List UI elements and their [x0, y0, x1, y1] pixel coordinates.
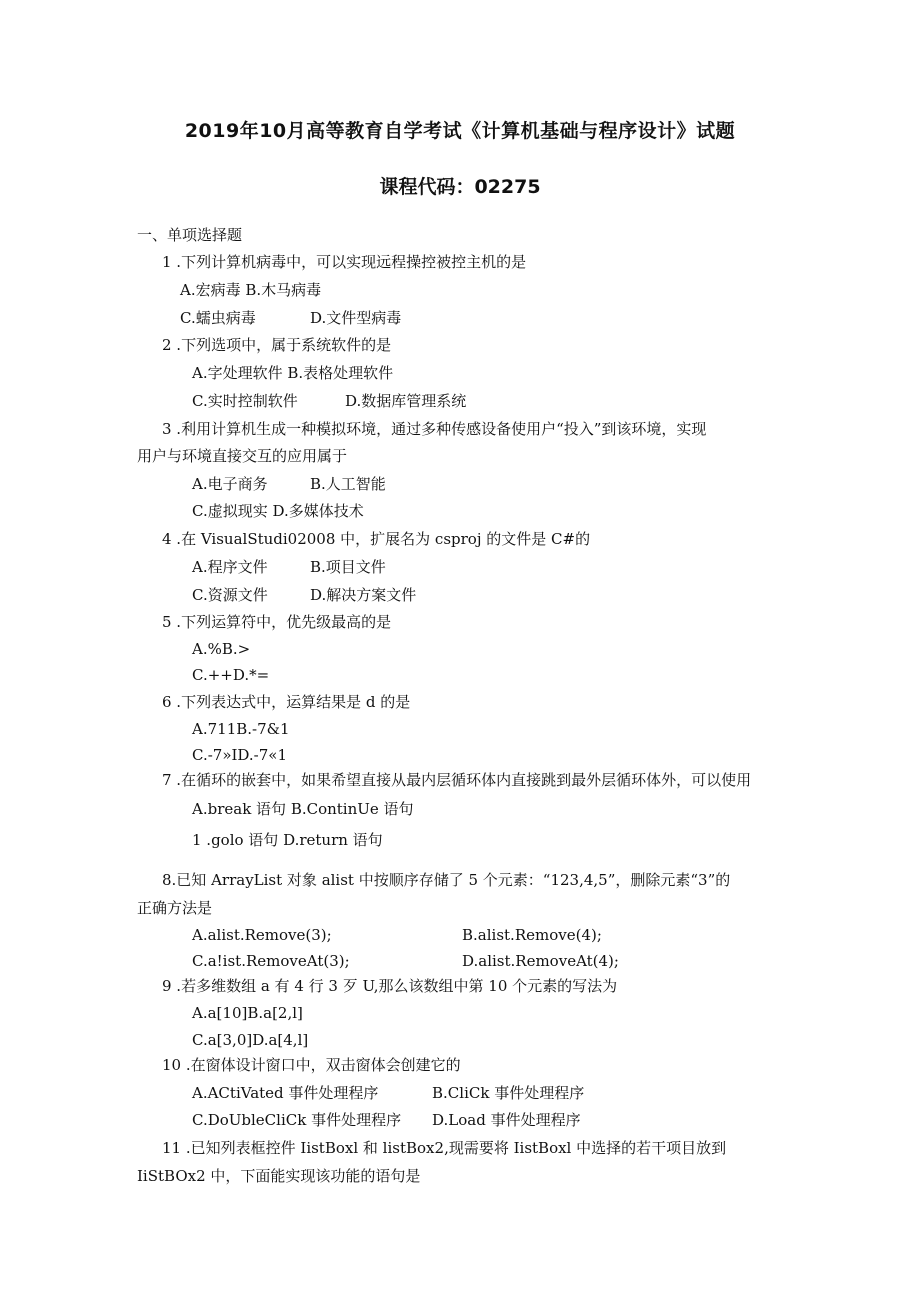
q4-option-d: D.解决方案文件 — [310, 586, 417, 604]
question-3-cont: 用户与环境直接交互的应用属于 — [137, 447, 348, 465]
q8-option-c: C.a!ist.RemoveAt(3); — [192, 952, 350, 970]
q2-option-d: D.数据库管理系统 — [345, 392, 467, 410]
question-4: 4 .在 VisualStudi02008 中，扩展名为 csproj 的文件是 C#的 — [162, 530, 591, 548]
q3-option-a: A.电子商务 — [192, 475, 268, 493]
q8-option-d: D.alist.RemoveAt(4); — [462, 952, 619, 970]
q2-option-c: C.实时控制软件 — [192, 392, 298, 410]
q9-options-ab: A.a[10]B.a[2,l] — [192, 1004, 303, 1022]
q9-options-cd: C.a[3,0]D.a[4,l] — [192, 1031, 309, 1049]
q6-options-cd: C.-7»ID.-7«1 — [192, 746, 288, 764]
q1-option-c: C.蠕虫病毒 — [180, 309, 256, 327]
course-code: 课程代码：02275 — [379, 176, 541, 198]
question-7: 7 .在循环的嵌套中，如果希望直接从最内层循环体内直接跳到最外层循环体外，可以使用 — [162, 771, 752, 789]
question-3: 3 .利用计算机生成一种模拟环境，通过多种传感设备使用户“投入”到该环境，实现 — [162, 420, 707, 438]
q2-options-ab: A.字处理软件 B.表格处理软件 — [192, 364, 394, 382]
question-1: 1 .下列计算机病毒中，可以实现远程操控被控主机的是 — [162, 253, 527, 271]
question-11-cont: IiStBOx2 中，下面能实现该功能的语句是 — [137, 1167, 421, 1185]
q6-options-ab: A.711B.-7&1 — [192, 720, 290, 738]
question-2: 2 .下列选项中，属于系统软件的是 — [162, 336, 392, 354]
question-8: 8.已知 ArrayList 对象 alist 中按顺序存储了 5 个元素：“123,4,5”，删除元素“3”的 — [162, 871, 731, 889]
question-8-cont: 正确方法是 — [137, 899, 213, 917]
q7-options-cd: 1 .golo 语句 D.return 语句 — [192, 831, 383, 849]
q4-option-a: A.程序文件 — [192, 558, 268, 576]
question-11: 11 .已知列表框控件 IistBoxl 和 listBox2,现需要将 IistBoxl 中选择的若干项目放到 — [162, 1139, 727, 1157]
q10-option-b: B.CliCk 事件处理程序 — [432, 1084, 585, 1102]
q10-option-d: D.Load 事件处理程序 — [432, 1111, 581, 1129]
q10-option-a: A.ACtiVated 事件处理程序 — [192, 1084, 379, 1102]
q8-option-b: B.alist.Remove(4); — [462, 926, 602, 944]
q5-options-ab: A.%B.> — [192, 640, 251, 658]
q7-options-ab: A.break 语句 B.ContinUe 语句 — [192, 800, 414, 818]
q3-options-cd: C.虚拟现实 D.多媒体技术 — [192, 502, 364, 520]
q1-option-d: D.文件型病毒 — [310, 309, 402, 327]
page-title: 2019年10月高等教育自学考试《计算机基础与程序设计》试题 — [184, 120, 736, 142]
q1-options-ab: A.宏病毒 B.木马病毒 — [180, 281, 322, 299]
q5-options-cd: C.++D.*= — [192, 666, 270, 684]
q3-option-b: B.人工智能 — [310, 475, 386, 493]
q4-option-c: C.资源文件 — [192, 586, 268, 604]
question-5: 5 .下列运算符中，优先级最高的是 — [162, 613, 392, 631]
q8-option-a: A.alist.Remove(3); — [192, 926, 332, 944]
q4-option-b: B.项目文件 — [310, 558, 386, 576]
question-10: 10 .在窗体设计窗口中，双击窗体会创建它的 — [162, 1056, 461, 1074]
q10-option-c: C.DoUbleCliCk 事件处理程序 — [192, 1111, 402, 1129]
section-title: 一、单项选择题 — [137, 226, 243, 244]
question-9: 9 .若多维数组 a 有 4 行 3 歹 U,那么该数组中第 10 个元素的写法为 — [162, 977, 618, 995]
question-6: 6 .下列表达式中，运算结果是 d 的是 — [162, 693, 411, 711]
